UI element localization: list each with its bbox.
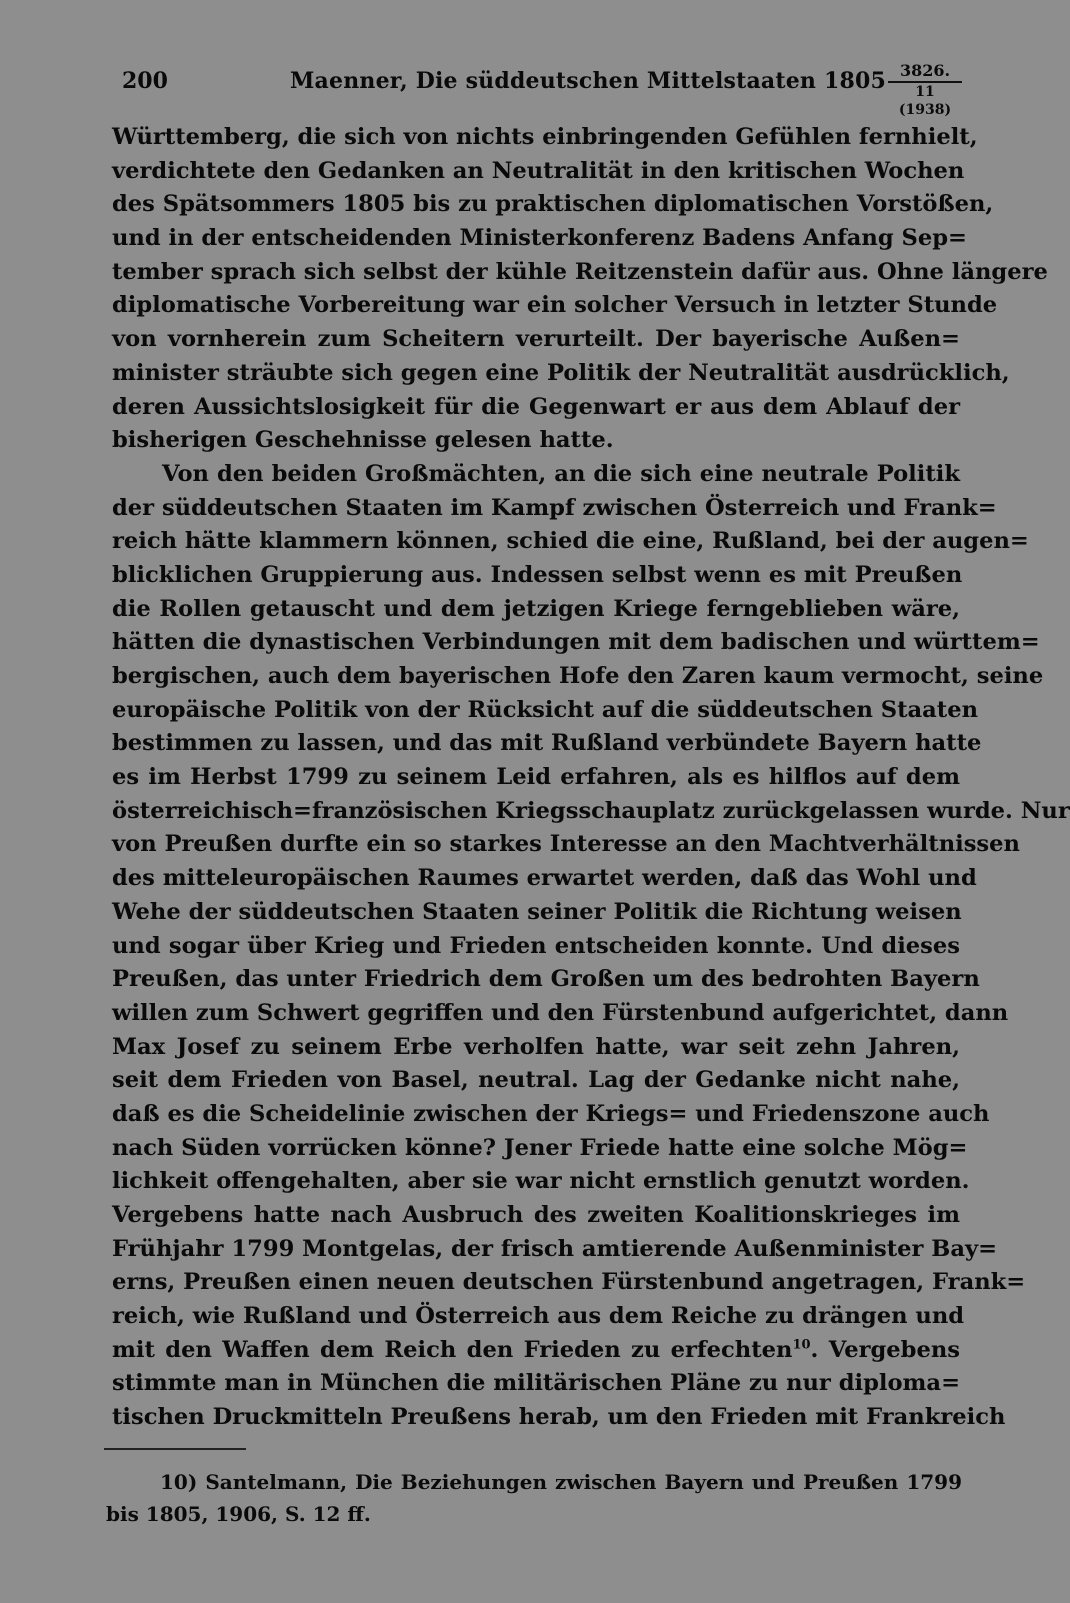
text-line: seit dem Frieden von Basel, neutral. Lag der Gedanke nicht nahe, — [112, 1067, 960, 1094]
text-line: Max Josef zu seinem Erbe verholfen hatte, war seit zehn Jahren, — [112, 1033, 960, 1060]
text-line: nach Süden vorrücken könne? Jener Friede hatte eine solche Mög= — [112, 1134, 968, 1161]
library-reference — [888, 62, 962, 119]
text-line: die Rollen getauscht und dem jetzigen Kriege ferngeblieben wäre, — [112, 595, 960, 622]
text-line: Württemberg, die sich von nichts einbringenden Gefühlen fernhielt, — [112, 124, 978, 150]
text-line: bestimmen zu lassen, und das mit Rußland verbündete Bayern hatte — [112, 730, 982, 757]
text-line: und in der entscheidenden Ministerkonferenz Badens Anfang Sep= — [112, 225, 967, 252]
text-line: diplomatische Vorbereitung war ein solcher Versuch in letzter Stunde — [112, 292, 998, 319]
text-line: deren Aussichtslosigkeit für die Gegenwart er aus dem Ablauf der — [112, 393, 960, 420]
text-segment: mit den Waffen dem Reich den Frieden zu erfechten — [112, 1336, 793, 1363]
page-number: 200 — [122, 68, 168, 94]
text-line: Frühjahr 1799 Montgelas, der frisch amtierende Außenminister Bay= — [112, 1235, 998, 1262]
text-line: Preußen, das unter Friedrich dem Großen um des bedrohten Bayern — [112, 966, 980, 993]
text-line: minister sträubte sich gegen eine Politik der Neutralität ausdrücklich, — [112, 359, 1010, 386]
text-line: Vergebens hatte nach Ausbruch des zweiten Koalitionskrieges im — [112, 1202, 960, 1228]
text-line — [112, 1334, 960, 1368]
text-line: hätten die dynastischen Verbindungen mit dem badischen und württem= — [112, 629, 1040, 656]
text-line: von Preußen durfte ein so starkes Interesse an den Machtverhältnissen — [112, 831, 1020, 858]
text-segment: . Vergebens — [810, 1336, 960, 1363]
text-line: lichkeit offengehalten, aber sie war nicht ernstlich genutzt worden. — [112, 1168, 970, 1195]
text-line: von vornherein zum Scheitern verurteilt. Der bayerische Außen= — [112, 326, 960, 353]
footnote-reference: 10 — [792, 1337, 811, 1353]
footnote-text: Santelmann, Die Beziehungen zwischen Bayern und Preußen 1799 — [205, 1470, 962, 1494]
text-line: des mitteleuropäischen Raumes erwartet werden, daß das Wohl und — [112, 865, 977, 892]
reference-signature: 3826. — [888, 62, 962, 83]
text-line: österreichisch=französischen Kriegsschauplatz zurückgelassen wurde. Nur — [112, 797, 1070, 824]
page-header — [122, 61, 962, 118]
text-line: blicklichen Gruppierung aus. Indessen selbst wenn es mit Preußen — [112, 561, 963, 588]
text-line: tischen Druckmitteln Preußens herab, um den Frieden mit Frankreich — [112, 1404, 1006, 1431]
text-line: daß es die Scheidelinie zwischen der Kriegs= und Friedenszone auch — [112, 1100, 990, 1127]
text-line: erns, Preußen einen neuen deutschen Fürstenbund angetragen, Frank= — [112, 1269, 1026, 1296]
text-line: bergischen, auch dem bayerischen Hofe den Zaren kaum vermocht, seine — [112, 663, 1044, 689]
text-line: stimmte man in München die militärischen Pläne zu nur diploma= — [112, 1370, 961, 1397]
running-title: Maenner, Die süddeutschen Mittelstaaten 1805 — [290, 68, 887, 94]
text-line: willen zum Schwert gegriffen und den Fürstenbund aufgerichtet, dann — [112, 999, 1009, 1026]
text-line: des Spätsommers 1805 bis zu praktischen diplomatischen Vorstößen, — [112, 191, 994, 218]
text-line: europäische Politik von der Rücksicht auf die süddeutschen Staaten — [112, 696, 979, 723]
text-line: und sogar über Krieg und Frieden entscheiden konnte. Und dieses — [112, 932, 960, 959]
footnote-line — [106, 1466, 962, 1498]
text-line: der süddeutschen Staaten im Kampf zwischen Österreich und Frank= — [112, 494, 997, 521]
footnotes — [106, 1466, 962, 1530]
footnote-divider — [104, 1448, 246, 1450]
body-text — [112, 121, 1070, 1435]
text-line: bisherigen Geschehnisse gelesen hatte. — [112, 427, 614, 454]
text-line: tember sprach sich selbst der kühle Reitzenstein dafür aus. Ohne längere — [112, 258, 1048, 285]
text-line: verdichtete den Gedanken an Neutralität in den kritischen Wochen — [112, 157, 965, 184]
footnote-marker: 10) — [160, 1470, 198, 1494]
text-line: es im Herbst 1799 zu seinem Leid erfahren, als es hilflos auf dem — [112, 764, 960, 791]
reference-volume: 11 (1938) — [898, 84, 952, 118]
text-line: reich hätte klammern können, schied die eine, Rußland, bei der augen= — [112, 528, 1029, 555]
text-line: Wehe der süddeutschen Staaten seiner Politik die Richtung weisen — [112, 898, 962, 925]
footnote-line: bis 1805, 1906, S. 12 ff. — [106, 1502, 371, 1526]
text-line: reich, wie Rußland und Österreich aus dem Reiche zu drängen und — [112, 1303, 965, 1330]
text-line: Von den beiden Großmächten, an die sich eine neutrale Politik — [162, 460, 960, 487]
